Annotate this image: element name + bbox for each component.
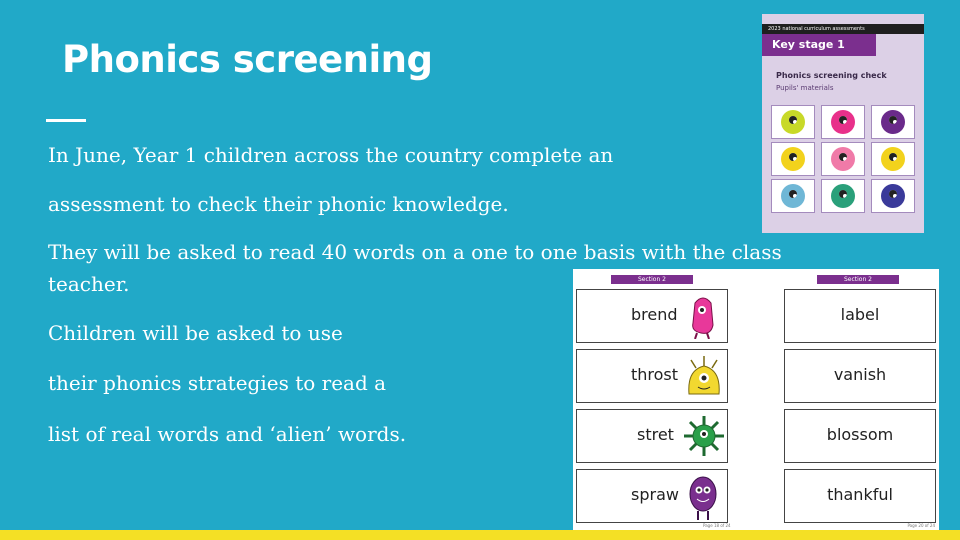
slide-title: Phonics screening xyxy=(62,38,433,81)
alien-pink-icon xyxy=(683,293,723,339)
worksheet-image xyxy=(573,269,939,531)
monster-tile xyxy=(821,142,865,176)
body-text-line: list of real words and ‘alien’ words. xyxy=(48,422,407,446)
alien-word: spraw xyxy=(631,485,679,504)
alien-word: stret xyxy=(637,425,674,444)
booklet-title: Phonics screening check xyxy=(776,71,887,80)
booklet-subtitle: Pupils' materials xyxy=(776,84,834,92)
real-word-card xyxy=(784,469,936,523)
booklet-cover-image xyxy=(762,14,924,233)
monster-icon xyxy=(881,147,905,171)
real-word: blossom xyxy=(826,425,894,444)
monster-icon xyxy=(781,110,805,134)
alien-purple-icon xyxy=(685,472,721,522)
booklet-top-band: 2023 national curriculum assessments xyxy=(762,24,924,34)
monster-tile xyxy=(821,105,865,139)
monster-tile xyxy=(771,142,815,176)
alien-word: throst xyxy=(631,365,679,384)
monster-icon xyxy=(781,147,805,171)
body-text-line: Children will be asked to use xyxy=(48,321,343,345)
monster-icon xyxy=(781,184,805,208)
page-footer-left: Page 18 of 24 xyxy=(703,523,731,528)
alien-word: brend xyxy=(631,305,678,324)
alien-word-card xyxy=(576,409,728,463)
real-word-card xyxy=(784,289,936,343)
alien-word-card xyxy=(576,469,728,523)
bottom-accent-strip xyxy=(0,530,960,540)
alien-green-icon xyxy=(681,413,727,459)
alien-word-card xyxy=(576,289,728,343)
real-word-card xyxy=(784,349,936,403)
monster-icon xyxy=(881,110,905,134)
title-underline xyxy=(46,119,86,122)
real-word-card xyxy=(784,409,936,463)
monster-icon xyxy=(831,184,855,208)
real-word: thankful xyxy=(827,485,893,504)
real-word: label xyxy=(840,305,880,324)
monster-grid xyxy=(771,105,915,213)
monster-icon xyxy=(831,110,855,134)
monster-tile xyxy=(871,105,915,139)
section-header-left: Section 2 xyxy=(611,275,693,284)
monster-icon xyxy=(881,184,905,208)
monster-tile xyxy=(871,179,915,213)
alien-yellow-icon xyxy=(683,354,725,400)
body-text-line: They will be asked to read 40 words on a one to one basis with the class xyxy=(48,240,782,264)
page-footer-right: Page 20 of 24 xyxy=(907,523,935,528)
booklet-key-stage: Key stage 1 xyxy=(762,34,876,56)
alien-word-card xyxy=(576,349,728,403)
real-word: vanish xyxy=(833,365,887,384)
monster-tile xyxy=(771,105,815,139)
monster-tile xyxy=(871,142,915,176)
body-text-line: assessment to check their phonic knowledge. xyxy=(48,192,509,216)
body-text-line: In June, Year 1 children across the country complete an xyxy=(48,143,614,167)
section-header-right: Section 2 xyxy=(817,275,899,284)
body-text-line: teacher. xyxy=(48,272,130,296)
monster-tile xyxy=(771,179,815,213)
monster-icon xyxy=(831,147,855,171)
monster-tile xyxy=(821,179,865,213)
body-text-line: their phonics strategies to read a xyxy=(48,371,387,395)
